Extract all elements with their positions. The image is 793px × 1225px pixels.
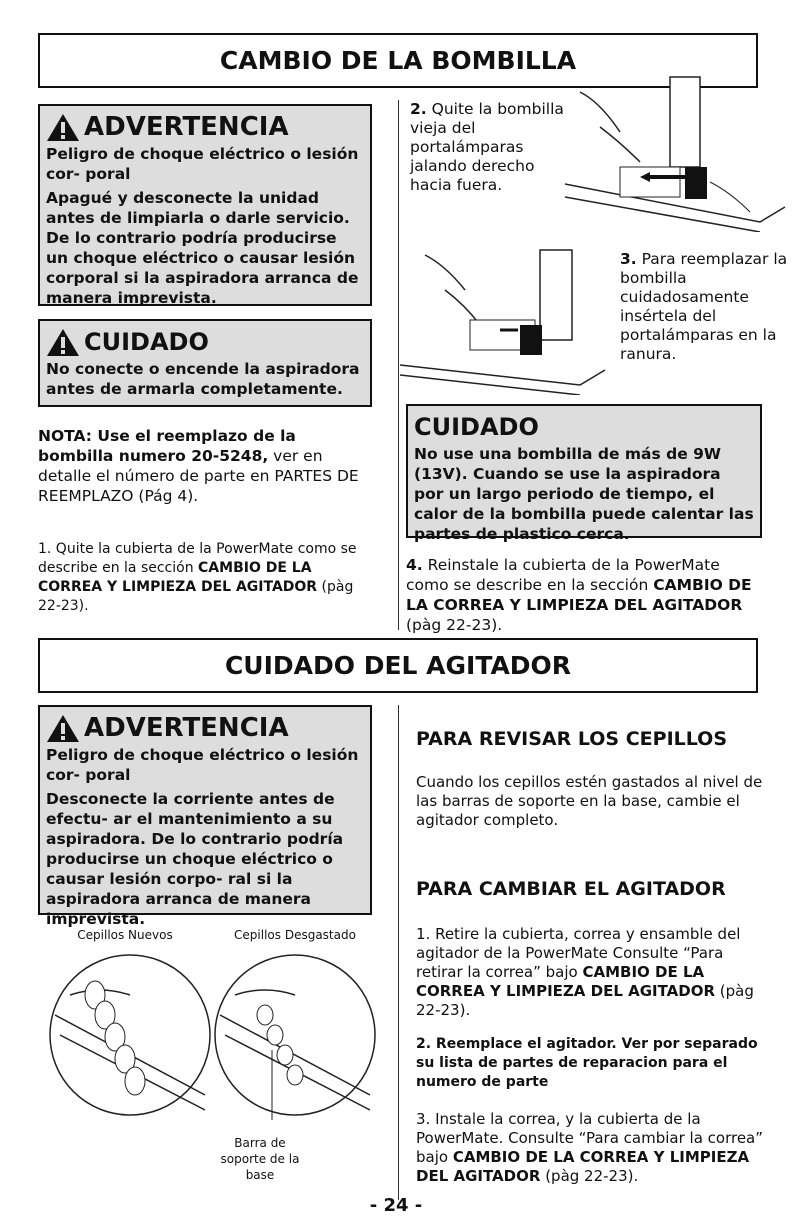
- step-3: 3. Para reemplazar la bombilla cuidadosamente insértela del portalámparas en la ranura.: [620, 250, 788, 363]
- warning-line: Peligro de choque eléctrico o lesión cor- poral: [46, 746, 359, 784]
- caution-heading: CUIDADO: [414, 413, 539, 441]
- bulb-removal-illustration: [560, 72, 790, 232]
- section-header-agitator: [38, 638, 758, 693]
- caution-text: No conecte o encende la aspiradora antes de armarla completamente.: [46, 360, 360, 398]
- caution-box: [38, 319, 372, 407]
- warning-triangle-icon: [46, 327, 80, 357]
- cambiar-step-1: 1. Retire la cubierta, correa y ensamble del agitador de la PowerMate Consulte “Para retirar la correa” bajo CAMBIO DE LA CORREA Y LIMPIEZA DEL AGITADOR (pàg 22-23).: [416, 925, 754, 1019]
- column-divider: [398, 705, 399, 1200]
- warning-text: Desconecte la corriente antes de efectu- ar el mantenimiento a su aspiradora. De lo contrario podría producirse un choque eléctrico o causar lesión corpo- ral si la aspiradora arranca de manera imprevista.: [46, 790, 344, 928]
- section-title: CUIDADO DEL AGITADOR: [224, 651, 572, 680]
- caption-worn-brushes: Cepillos Desgastado: [234, 928, 356, 942]
- caution-heading: CUIDADO: [46, 325, 364, 359]
- brush-comparison-illustration: [40, 945, 380, 1120]
- warning-heading: ADVERTENCIA: [46, 711, 364, 745]
- section-title: CAMBIO DE LA BOMBILLA: [219, 46, 577, 75]
- caution-box-bulb: [406, 404, 762, 543]
- page-number: - 24 -: [369, 1195, 423, 1216]
- bulb-insert-illustration: [400, 245, 610, 395]
- note-paragraph: NOTA: Use el reemplazo de la bombilla numero 20-5248, ver en detalle el número de parte en PARTES DE REEMPLAZO (Pág 4).: [38, 427, 359, 505]
- warning-text: Apagué y desconecte la unidad antes de limpiarla o darle servicio. De lo contrario podría producirse un choque eléctrico o causar lesión corporal si la aspiradora arranca de manera imprevista.: [46, 189, 359, 307]
- warning-triangle-icon: [46, 112, 80, 142]
- step-2: 2. Quite la bombilla vieja del portalámparas jalando derecho hacia fuera.: [410, 100, 564, 194]
- cambiar-heading: PARA CAMBIAR EL AGITADOR: [416, 878, 726, 900]
- step-4: 4. Reinstale la cubierta de la PowerMate como se describe en la sección CAMBIO DE LA CORREA Y LIMPIEZA DEL AGITADOR (pàg 22-23).: [406, 556, 752, 634]
- cambiar-step-2: 2. Reemplace el agitador. Ver por separado su lista de partes de reparacion para el numero de parte: [416, 1036, 758, 1090]
- warning-box-agitator: [38, 705, 372, 928]
- warning-box: [38, 104, 372, 306]
- step-1: 1. Quite la cubierta de la PowerMate como se describe en la sección CAMBIO DE LA CORREA Y LIMPIEZA DEL AGITADOR (pàg 22-23).: [38, 541, 357, 614]
- revisar-text: Cuando los cepillos estén gastados al nivel de las barras de soporte en la base, cambie el agitador completo.: [416, 773, 763, 829]
- warning-triangle-icon: [46, 713, 80, 743]
- caption-support-bar: Barra de soporte de la base: [220, 1136, 300, 1182]
- caption-new-brushes: Cepillos Nuevos: [77, 928, 173, 942]
- caution-text: No use una bombilla de más de 9W (13V). Cuando se use la aspiradora por un largo periodo de tiempo, el calor de la bombilla puede calentar las partes de plastico cerca.: [414, 445, 754, 543]
- revisar-heading: PARA REVISAR LOS CEPILLOS: [416, 728, 728, 750]
- warning-line: Peligro de choque eléctrico o lesión cor- poral: [46, 145, 359, 183]
- cambiar-step-3: 3. Instale la correa, y la cubierta de la PowerMate. Consulte “Para cambiar la correa” bajo CAMBIO DE LA CORREA Y LIMPIEZA DEL AGITADOR (pàg 22-23).: [416, 1110, 764, 1185]
- warning-heading: ADVERTENCIA: [46, 110, 364, 144]
- column-divider: [398, 100, 399, 630]
